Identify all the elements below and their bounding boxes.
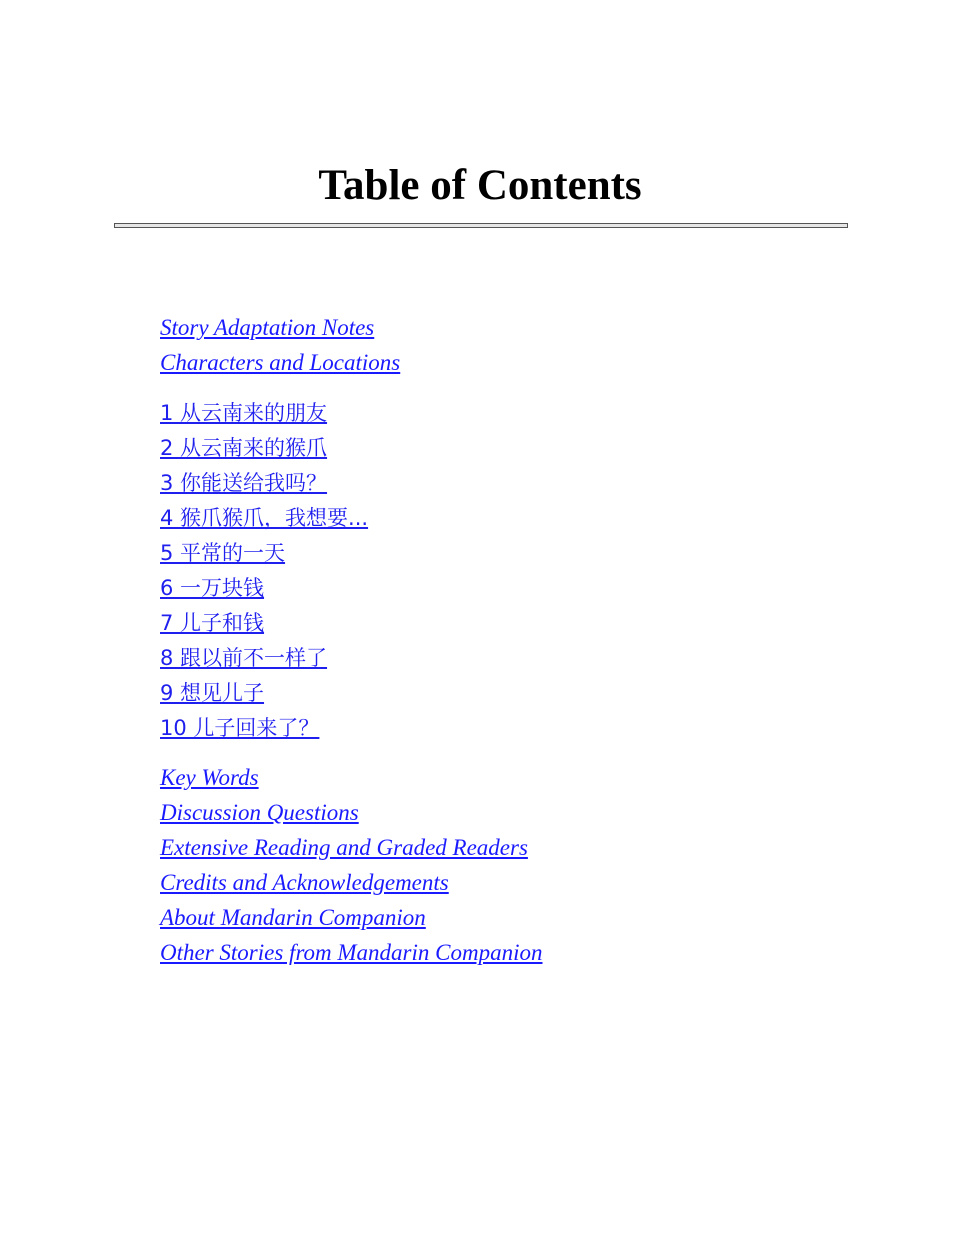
table-of-contents (160, 312, 860, 972)
link-chapter-4[interactable]: 4 猴爪猴爪，我想要... (160, 506, 369, 530)
link-credits[interactable]: Credits and Acknowledgements (160, 870, 449, 895)
link-characters-and-locations[interactable]: Characters and Locations (160, 350, 401, 375)
link-chapter-9[interactable]: 9 想见儿子 (160, 681, 265, 705)
link-other-stories[interactable]: Other Stories from Mandarin Companion (160, 940, 543, 965)
link-key-words[interactable]: Key Words (160, 765, 259, 790)
front-matter-list (160, 312, 860, 382)
link-chapter-8[interactable]: 8 跟以前不一样了 (160, 646, 328, 670)
link-chapter-7[interactable]: 7 儿子和钱 (160, 611, 265, 635)
toc-item-chapter-1 (160, 397, 860, 432)
toc-item-chapter-4 (160, 502, 860, 537)
link-chapter-5[interactable]: 5 平常的一天 (160, 541, 286, 565)
toc-item-about (160, 902, 860, 937)
link-chapter-10[interactable]: 10 儿子回来了？ (160, 716, 320, 740)
toc-item-discussion-questions (160, 797, 860, 832)
link-chapter-3[interactable]: 3 你能送给我吗？ (160, 471, 328, 495)
link-chapter-2[interactable]: 2 从云南来的猴爪 (160, 436, 328, 460)
toc-item-chapter-7 (160, 607, 860, 642)
toc-item-extensive-reading (160, 832, 860, 867)
link-chapter-1[interactable]: 1 从云南来的朋友 (160, 401, 328, 425)
toc-item-chapter-3 (160, 467, 860, 502)
toc-item-key-words (160, 762, 860, 797)
toc-item-chapter-6 (160, 572, 860, 607)
page-title: Table of Contents (318, 162, 642, 209)
toc-item-chapter-8 (160, 642, 860, 677)
link-chapter-6[interactable]: 6 一万块钱 (160, 576, 265, 600)
toc-item-chapter-5 (160, 537, 860, 572)
toc-item-characters-and-locations (160, 347, 860, 382)
toc-item-story-adaptation-notes (160, 312, 860, 347)
toc-item-credits (160, 867, 860, 902)
toc-item-chapter-2 (160, 432, 860, 467)
link-discussion-questions[interactable]: Discussion Questions (160, 800, 359, 825)
toc-item-chapter-10 (160, 712, 860, 747)
back-matter-list (160, 762, 860, 972)
toc-item-other-stories (160, 937, 860, 972)
link-story-adaptation-notes[interactable]: Story Adaptation Notes (160, 315, 375, 340)
chapter-list (160, 397, 860, 747)
title-divider (114, 223, 848, 228)
link-about[interactable]: About Mandarin Companion (160, 905, 426, 930)
link-extensive-reading[interactable]: Extensive Reading and Graded Readers (160, 835, 528, 860)
toc-item-chapter-9 (160, 677, 860, 712)
